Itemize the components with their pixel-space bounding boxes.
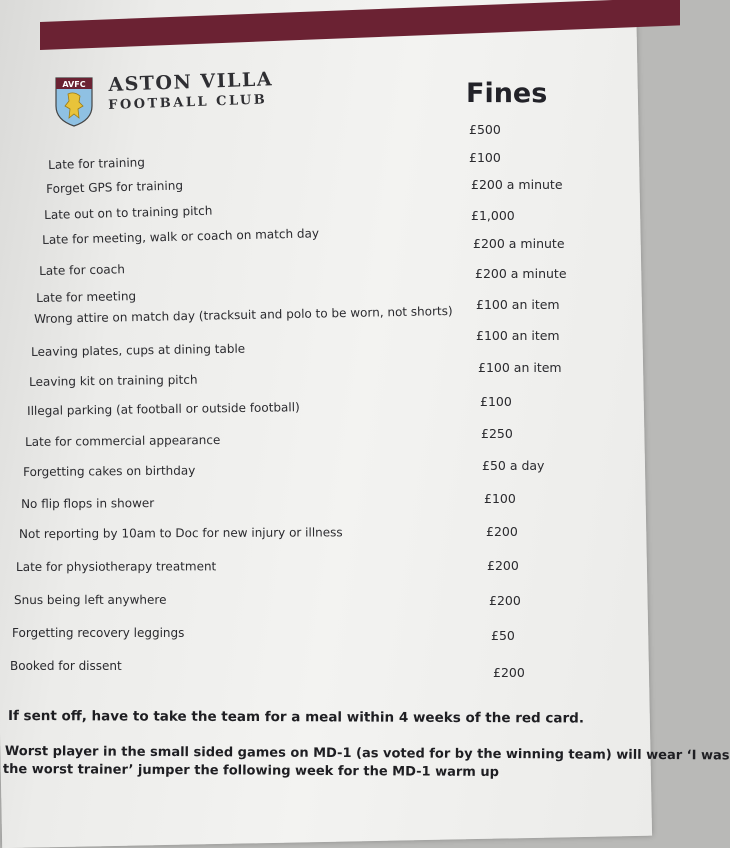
offence-label: Booked for dissent	[10, 659, 122, 673]
fine-amount: £200 a minute	[471, 177, 563, 192]
offence-label: Forgetting recovery leggings	[12, 626, 185, 640]
club-name-line1: ASTON VILLA	[108, 68, 274, 96]
fine-amount: £200 a minute	[475, 266, 567, 281]
fine-amount: £100 an item	[476, 297, 560, 312]
worst-player-note-line2: the worst trainer’ jumper the following week for the MD-1 warm up	[2, 762, 500, 781]
fine-amount: £250	[481, 426, 513, 441]
fine-amount: £50 a day	[482, 458, 545, 473]
offence-label: Late for training	[48, 155, 146, 172]
offence-label: Forget GPS for training	[46, 178, 184, 196]
crest-text: AVFC	[62, 80, 86, 89]
fine-amount: £100	[469, 150, 501, 165]
fine-amount: £200	[486, 524, 518, 539]
offence-label: Illegal parking (at football or outside football)	[27, 400, 300, 418]
offence-label: Late for coach	[39, 262, 126, 278]
offence-label: Snus being left anywhere	[14, 592, 167, 607]
offence-label: Wrong attire on match day (tracksuit and polo to be worn, not shorts)	[34, 303, 453, 326]
offence-label: Late for physiotherapy treatment	[16, 559, 217, 574]
offence-label: Forgetting cakes on birthday	[23, 463, 196, 479]
club-name-line2: FOOTBALL CLUB	[108, 92, 268, 113]
offence-label: Leaving plates, cups at dining table	[31, 341, 246, 359]
fine-amount: £100 an item	[476, 328, 560, 343]
sent-off-note: If sent off, have to take the team for a meal within 4 weeks of the red card.	[7, 708, 585, 727]
fine-amount: £1,000	[471, 208, 515, 223]
offence-label: Late out on to training pitch	[44, 203, 213, 222]
fine-amount: £100	[480, 394, 512, 409]
offence-label: Leaving kit on training pitch	[29, 372, 198, 389]
offence-label: Late for commercial appearance	[25, 432, 221, 449]
fine-amount: £200	[493, 665, 525, 680]
fine-amount: £500	[469, 122, 501, 137]
fines-heading: Fines	[466, 78, 548, 109]
worst-player-note-line1: Worst player in the small sided games on MD-1 (as voted for by the winning team) will wear ‘I was	[4, 744, 730, 764]
fine-amount: £100 an item	[478, 360, 562, 375]
offence-label: Late for meeting, walk or coach on match day	[42, 226, 320, 247]
fine-amount: £200 a minute	[473, 236, 565, 251]
fine-amount: £100	[484, 491, 516, 506]
fine-amount: £200	[489, 593, 521, 608]
avfc-crest-icon	[54, 76, 94, 128]
offence-label: Not reporting by 10am to Doc for new injury or illness	[19, 525, 343, 541]
offence-label: No flip flops in shower	[21, 496, 155, 511]
offence-label: Late for meeting	[36, 289, 137, 305]
fine-amount: £50	[491, 628, 515, 643]
fine-amount: £200	[487, 558, 519, 573]
